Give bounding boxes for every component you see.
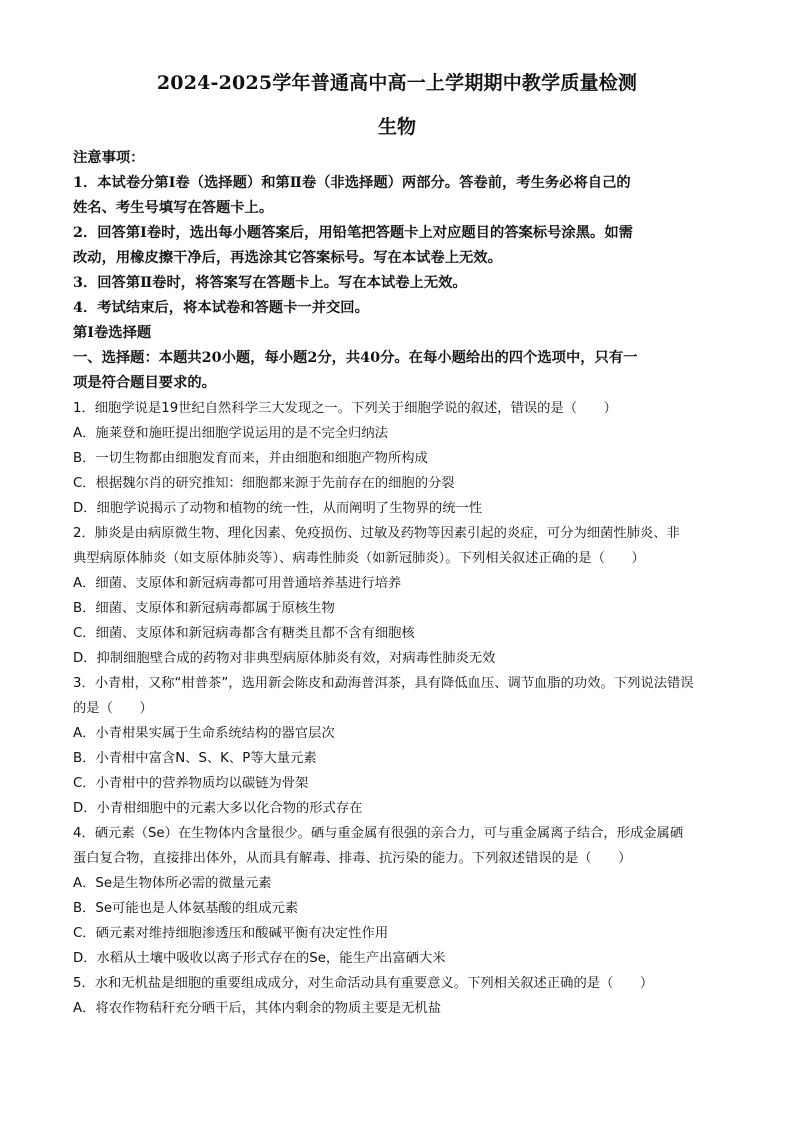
question-option: D．抑制细胞壁合成的药物对非典型病原体肺炎有效，对病毒性肺炎无效: [73, 651, 496, 666]
question-stem: 3．小青柑，又称“柑普茶”，选用新会陈皮和勐海普洱茶，具有降低血压、调节血脂的功效。下列说法错误: [73, 676, 694, 691]
notice-line: 2．回答第Ⅰ卷时，选出每小题答案后，用铅笔把答题卡上对应题目的答案标号涂黑。如需: [73, 225, 633, 241]
question-option: B．细菌、支原体和新冠病毒都属于原核生物: [73, 601, 335, 616]
question-option: A．将农作物秸秆充分晒干后，其体内剩余的物质主要是无机盐: [73, 1001, 442, 1016]
question-option: A．细菌、支原体和新冠病毒都可用普通培养基进行培养: [73, 576, 402, 591]
notice-line: 改动，用橡皮擦干净后，再选涂其它答案标号。写在本试卷上无效。: [73, 250, 502, 266]
exam-content: [73, 146, 723, 1021]
question-option: B．一切生物都由细胞发育而来，并由细胞和细胞产物所构成: [73, 451, 428, 466]
notice-line: 姓名、考生号填写在答题卡上。: [73, 200, 274, 216]
section-instruction: 项是符合题目要求的。: [73, 375, 216, 391]
question-option: C．小青柑中的营养物质均以碳链为骨架: [73, 776, 309, 791]
notice-line: 1．本试卷分第Ⅰ卷（选择题）和第Ⅱ卷（非选择题）两部分。答卷前，考生务必将自己的: [73, 175, 631, 191]
question-stem: 4．硒元素（Se）在生物体内含量很少。硒与重金属有很强的亲合力，可与重金属离子结合，形成金属硒: [73, 826, 684, 841]
question-stem: 典型病原体肺炎（如支原体肺炎等）、病毒性肺炎（如新冠肺炎）。下列相关叙述正确的是（ ）: [73, 551, 645, 566]
question-stem: 5．水和无机盐是细胞的重要组成成分，对生命活动具有重要意义。下列相关叙述正确的是（ ）: [73, 976, 654, 991]
question-stem: 2．肺炎是由病原微生物、理化因素、免疫损伤、过敏及药物等因素引起的炎症，可分为细菌性肺炎、非: [73, 526, 680, 541]
exam-title: 2024-2025学年普通高中高一上学期期中教学质量检测: [156, 72, 638, 94]
question-option: B．Se可能也是人体氨基酸的组成元素: [73, 901, 299, 916]
volume-heading: 第Ⅰ卷选择题: [73, 325, 152, 341]
question-option: D．水稻从土壤中吸收以离子形式存在的Se，能生产出富硒大米: [73, 951, 446, 966]
notice-line: 4．考试结束后，将本试卷和答题卡一并交回。: [73, 300, 369, 316]
question-option: A．施莱登和施旺提出细胞学说运用的是不完全归纳法: [73, 426, 388, 441]
question-option: B．小青柑中富含N、S、K、P等大量元素: [73, 751, 317, 766]
question-option: D．细胞学说揭示了动物和植物的统一性，从而阐明了生物界的统一性: [73, 501, 483, 516]
question-option: C．硒元素对维持细胞渗透压和酸碱平衡有决定性作用: [73, 926, 389, 941]
question-option: A．Se是生物体所必需的微量元素: [73, 876, 272, 891]
question-option: D．小青柑细胞中的元素大多以化合物的形式存在: [73, 801, 363, 816]
subject-title: 生物: [377, 116, 416, 138]
question-option: C．根据魏尔肖的研究推知：细胞都来源于先前存在的细胞的分裂: [73, 476, 455, 491]
question-option: C．细菌、支原体和新冠病毒都含有糖类且都不含有细胞核: [73, 626, 415, 641]
notice-line: 3．回答第Ⅱ卷时，将答案写在答题卡上。写在本试卷上无效。: [73, 275, 467, 291]
notice-heading: 注意事项：: [73, 150, 145, 166]
question-option: A．小青柑果实属于生命系统结构的器官层次: [73, 726, 335, 741]
section-instruction: 一、选择题：本题共20小题，每小题2分，共40分。在每小题给出的四个选项中，只有一: [73, 350, 638, 366]
question-stem: 蛋白复合物，直接排出体外，从而具有解毒、排毒、抗污染的能力。下列叙述错误的是（ ）: [73, 851, 632, 866]
question-stem: 的是（ ）: [73, 701, 153, 716]
question-stem: 1．细胞学说是19世纪自然科学三大发现之一。下列关于细胞学说的叙述，错误的是（ ）: [73, 401, 617, 416]
